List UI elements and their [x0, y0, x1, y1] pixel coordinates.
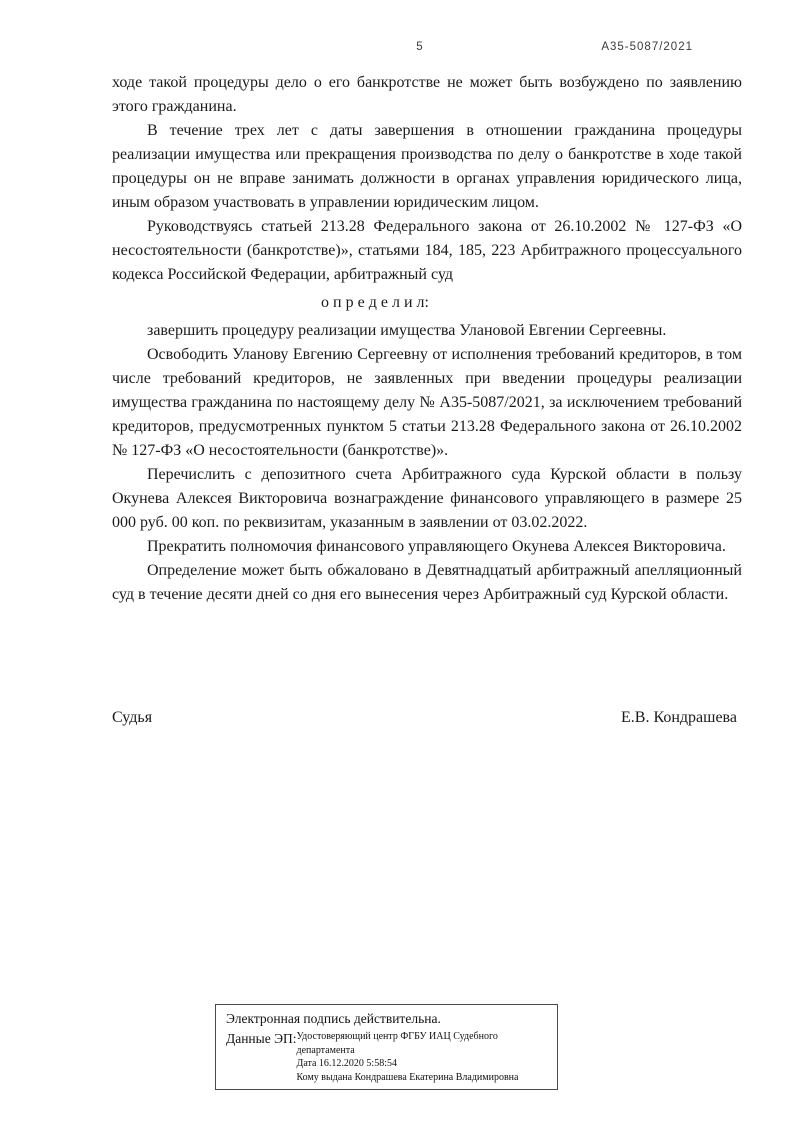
resolution-paragraph: Прекратить полномочия финансового управляющего Окунева Алексея Викторовича.: [147, 538, 726, 555]
signature-line: [112, 706, 742, 730]
stamp-detail-line: Дата 16.12.2020 5:58:54: [296, 1058, 397, 1069]
page-number: 5: [416, 41, 424, 53]
resolution-heading: о п р е д е л и л:: [321, 294, 429, 311]
resolution-paragraphs: [112, 319, 742, 607]
resolution-paragraph: Определение может быть обжаловано в Девятнадцатый арбитражный апелляционный суд в течение десяти дней со дня его вынесения через Арбитражный суд Курской области.: [112, 562, 742, 603]
case-number: А35-5087/2021: [601, 41, 693, 53]
stamp-detail-line: Кому выдана Кондрашева Екатерина Владимировна: [296, 1071, 519, 1083]
body-paragraph: ходе такой процедуры дело о его банкротстве не может быть возбуждено по заявлению этого гражданина.: [112, 74, 742, 115]
body-paragraph: В течение трех лет с даты завершения в отношении гражданина процедуры реализации имущества или прекращения производства по делу о банкротстве в ходе такой процедуры он не вправе занимать должности в органах управления юридического лица, иным образом участвовать в управлении юридическим лицом.: [112, 122, 742, 211]
stamp-details: [297, 1030, 545, 1084]
stamp-data-label: Данные ЭП:: [226, 1031, 297, 1046]
stamp-validity-text: Электронная подпись действительна.: [226, 1011, 441, 1026]
judge-role-label: Судья: [112, 709, 153, 726]
document-body: [112, 71, 742, 607]
resolution-paragraph: завершить процедуру реализации имущества Улановой Евгении Сергеевны.: [147, 322, 667, 339]
judge-name: Е.В. Кондрашева: [621, 709, 737, 726]
intro-paragraphs: [112, 71, 742, 287]
resolution-paragraph: Освободить Уланову Евгению Сергеевну от исполнения требований кредиторов, в том числе требований кредиторов, не заявленных при введении процедуры реализации имущества гражданина по настоящему делу № А35-5087/2021, за исключением требований кредиторов, предусмотренных пунктом 5 статьи 213.28 Федерального закона от 26.10.2002 № 127-ФЗ «О несостоятельности (банкротстве)».: [112, 346, 742, 459]
body-paragraph: Руководствуясь статьей 213.28 Федерального закона от 26.10.2002 № 127-ФЗ «О несостоятельности (банкротстве)», статьями 184, 185, 223 Арбитражного процессуального кодекса Российской Федерации, арбитражный суд: [112, 218, 742, 283]
resolution-paragraph: Перечислить с депозитного счета Арбитражного суда Курской области в пользу Окунева Алексея Викторовича вознаграждение финансового управляющего в размере 25 000 руб. 00 коп. по реквизитам, указанным в заявлении от 03.02.2022.: [112, 466, 742, 531]
page-header: [112, 41, 742, 57]
stamp-detail-line: Удостоверяющий центр ФГБУ ИАЦ Судебного департамента: [296, 1031, 498, 1056]
digital-signature-stamp: [215, 1004, 558, 1090]
stamp-data-row: [226, 1030, 549, 1084]
